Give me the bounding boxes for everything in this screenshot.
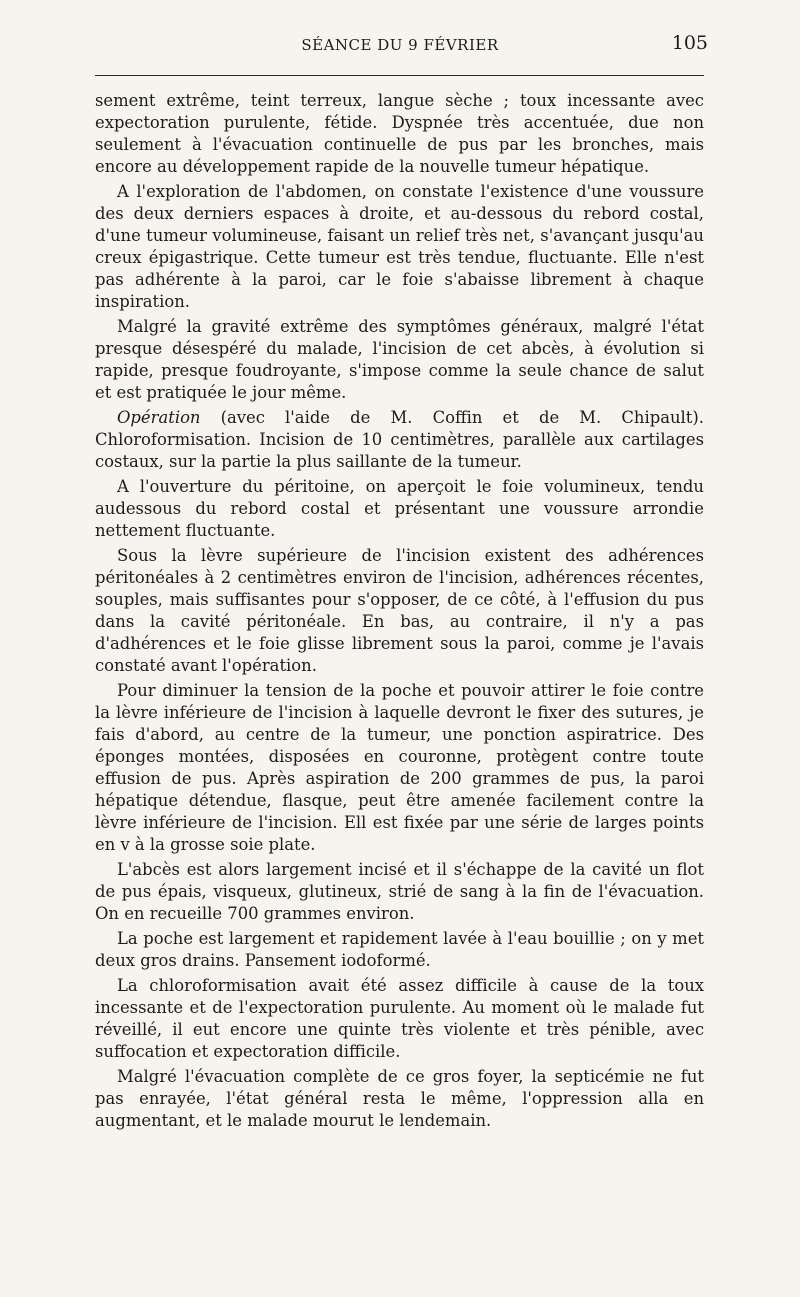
paragraph-lead: Opération xyxy=(117,408,201,427)
paragraph: A l'ouverture du péritoine, on aperçoit le foie volumineux, tendu audessous du rebord costal et présentant une voussure arrondie nettement fluctuante. xyxy=(95,477,704,540)
paragraph: Malgré l'évacuation complète de ce gros foyer, la septicémie ne fut pas enrayée, l'état général resta le même, l'oppression alla en augmentant, et le malade mourut le lendemain. xyxy=(95,1067,704,1130)
page-header xyxy=(95,32,708,62)
body-text xyxy=(95,90,704,1135)
paragraph: sement extrême, teint terreux, langue sèche ; toux incessante avec expectoration purulente, fétide. Dyspnée très accentuée, due non seulement à l'évacuation continuelle de pus par les bronches, mais encore au développement rapide de la nouvelle tumeur hépatique. xyxy=(95,91,704,176)
paragraph xyxy=(95,407,704,473)
page-number: 105 xyxy=(671,32,708,54)
paragraph: Malgré la gravité extrême des symptômes généraux, malgré l'état presque désespéré du malade, l'incision de cet abcès, à évolution si rapide, presque foudroyante, s'impose comme la seule chance de salut et est pratiquée le jour même. xyxy=(95,317,704,402)
paragraph: L'abcès est alors largement incisé et il s'échappe de la cavité un flot de pus épais, visqueux, glutineux, strié de sang à la fin de l'évacuation. On en recueille 700 grammes environ. xyxy=(95,860,704,923)
header-rule xyxy=(95,75,704,76)
paragraph: A l'exploration de l'abdomen, on constate l'existence d'une voussure des deux derniers espaces à droite, et au-dessous du rebord costal, d'une tumeur volumineuse, faisant un relief très net, s'avançant jusqu'au creux épigastrique. Cette tumeur est très tendue, fluctuante. Elle n'est pas adhérente à la paroi, car le foie s'abaisse librement à chaque inspiration. xyxy=(95,182,704,311)
paragraph: La poche est largement et rapidement lavée à l'eau bouillie ; on y met deux gros drains. Pansement iodoformé. xyxy=(95,929,704,970)
paragraph: Sous la lèvre supérieure de l'incision existent des adhérences péritonéales à 2 centimètres environ de l'incision, adhérences récentes, souples, mais suffisantes pour s'opposer, de ce côté, à l'effusion du pus dans la cavité péritonéale. En bas, au contraire, il n'y a pas d'adhérences et le foie glisse librement sous la paroi, comme je l'avais constaté avant l'opération. xyxy=(95,546,704,675)
paragraph: Pour diminuer la tension de la poche et pouvoir attirer le foie contre la lèvre inférieure de l'incision à laquelle devront le fixer des sutures, je fais d'abord, au centre de la tumeur, une ponction aspiratrice. Des éponges montées, disposées en couronne, protègent contre toute effusion de pus. Après aspiration de 200 grammes de pus, la paroi hépatique détendue, flasque, peut être amenée facilement contre la lèvre inférieure de l'incision. Ell est fixée par une série de larges points en v à la grosse soie plate. xyxy=(95,681,704,854)
running-head: SÉANCE DU 9 FÉVRIER xyxy=(301,36,499,54)
paragraph: La chloroformisation avait été assez difficile à cause de la toux incessante et de l'expectoration purulente. Au moment où le malade fut réveillé, il eut encore une quinte très violente et très pénible, avec suffocation et expectoration difficile. xyxy=(95,976,704,1061)
paragraph-rest: (avec l'aide de M. Coffin et de M. Chipault). Chloroformisation. Incision de 10 centimètres, parallèle aux cartilages costaux, sur la partie la plus saillante de la tumeur. xyxy=(95,408,704,471)
